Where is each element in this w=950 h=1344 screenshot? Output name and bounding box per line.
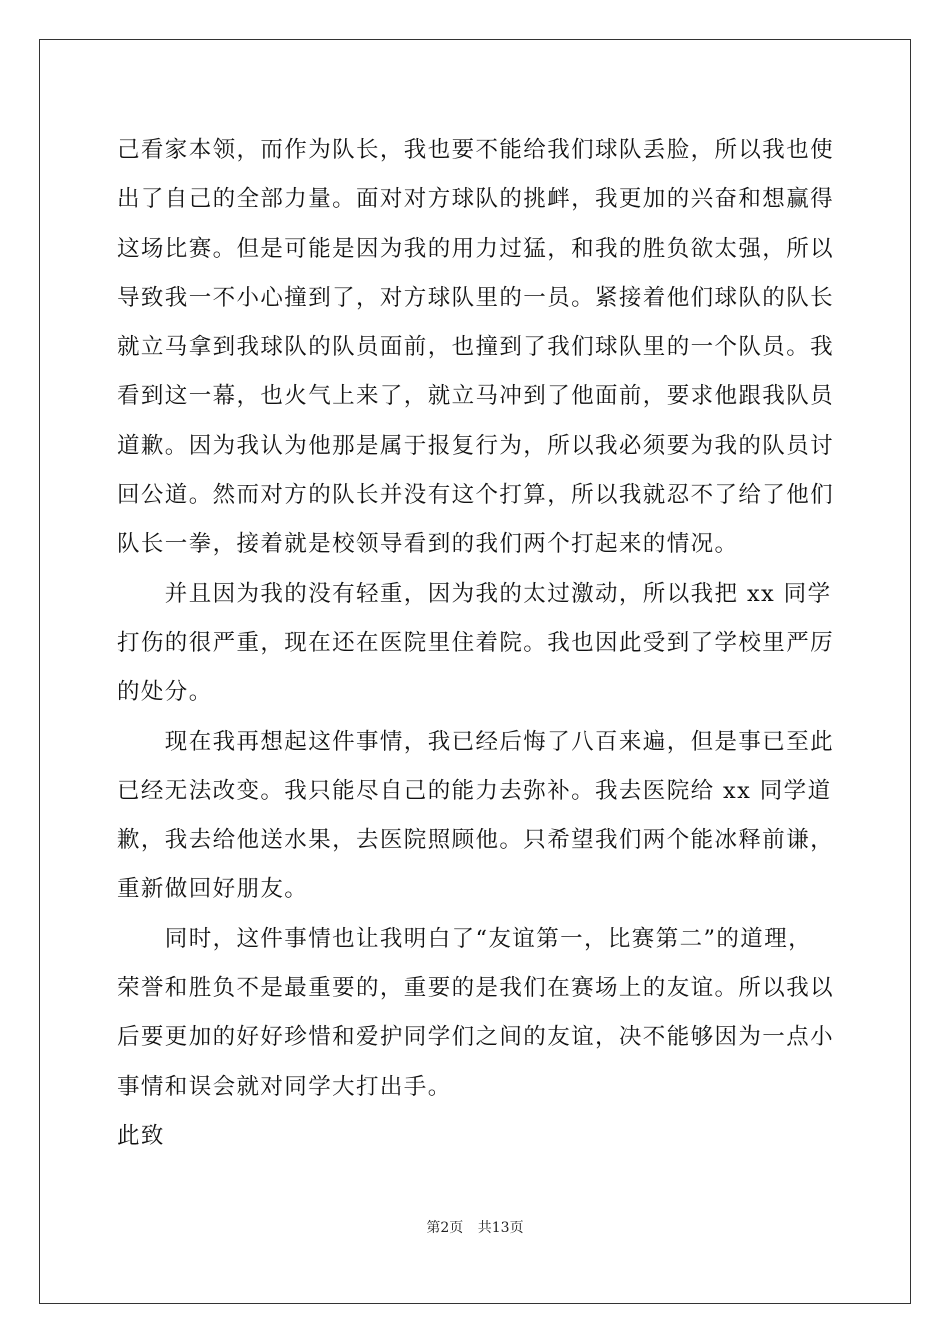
text-line: 就立马拿到我球队的队员面前，也撞到了我们球队里的一个队员。我 bbox=[117, 334, 835, 361]
text-line: 重新做回好朋友。 bbox=[117, 876, 309, 903]
page-number-current: 第2页 bbox=[426, 1220, 464, 1236]
text-line: 荣誉和胜负不是最重要的，重要的是我们在赛场上的友谊。所以我以 bbox=[117, 975, 835, 1002]
closing-salutation: 此致 bbox=[117, 1122, 165, 1149]
text-line: 出了自己的全部力量。面对对方球队的挑衅，我更加的兴奋和想赢得 bbox=[117, 186, 835, 213]
text-line: 现在我再想起这件事情，我已经后悔了八百来遍，但是事已至此 bbox=[117, 728, 835, 755]
text-line: 回公道。然而对方的队长并没有这个打算，所以我就忍不了给了他们 bbox=[117, 482, 835, 509]
text-line: 导致我一不小心撞到了，对方球队里的一员。紧接着他们球队的队长 bbox=[117, 284, 835, 311]
page-footer bbox=[0, 1218, 950, 1238]
text-line: 队长一拳，接着就是校领导看到的我们两个打起来的情况。 bbox=[117, 531, 739, 558]
text-line: 歉，我去给他送水果，去医院照顾他。只希望我们两个能冰释前谦， bbox=[117, 827, 835, 854]
text-line: 看到这一幕，也火气上来了，就立马冲到了他面前，要求他跟我队员 bbox=[117, 383, 835, 410]
text-line: 这场比赛。但是可能是因为我的用力过猛，和我的胜负欲太强，所以 bbox=[117, 235, 835, 262]
text-line: 道歉。因为我认为他那是属于报复行为，所以我必须要为我的队员讨 bbox=[117, 432, 835, 459]
text-line: 并且因为我的没有轻重，因为我的太过激动，所以我把 xx 同学 bbox=[117, 580, 832, 607]
text-line: 己看家本领，而作为队长，我也要不能给我们球队丢脸，所以我也使 bbox=[117, 137, 835, 163]
text-line: 事情和误会就对同学大打出手。 bbox=[117, 1073, 452, 1100]
document-body bbox=[117, 126, 837, 1161]
text-line: 后要更加的好好珍惜和爱护同学们之间的友谊，决不能够因为一点小 bbox=[117, 1024, 835, 1051]
text-line: 打伤的很严重，现在还在医院里住着院。我也因此受到了学校里严厉 bbox=[117, 629, 835, 656]
text-line: 同时，这件事情也让我明白了“友谊第一，比赛第二”的道理， bbox=[117, 925, 813, 952]
text-line: 已经无法改变。我只能尽自己的能力去弥补。我去医院给 xx 同学道 bbox=[117, 777, 832, 804]
page-number-total: 共13页 bbox=[477, 1220, 524, 1236]
text-line: 的处分。 bbox=[117, 679, 213, 706]
